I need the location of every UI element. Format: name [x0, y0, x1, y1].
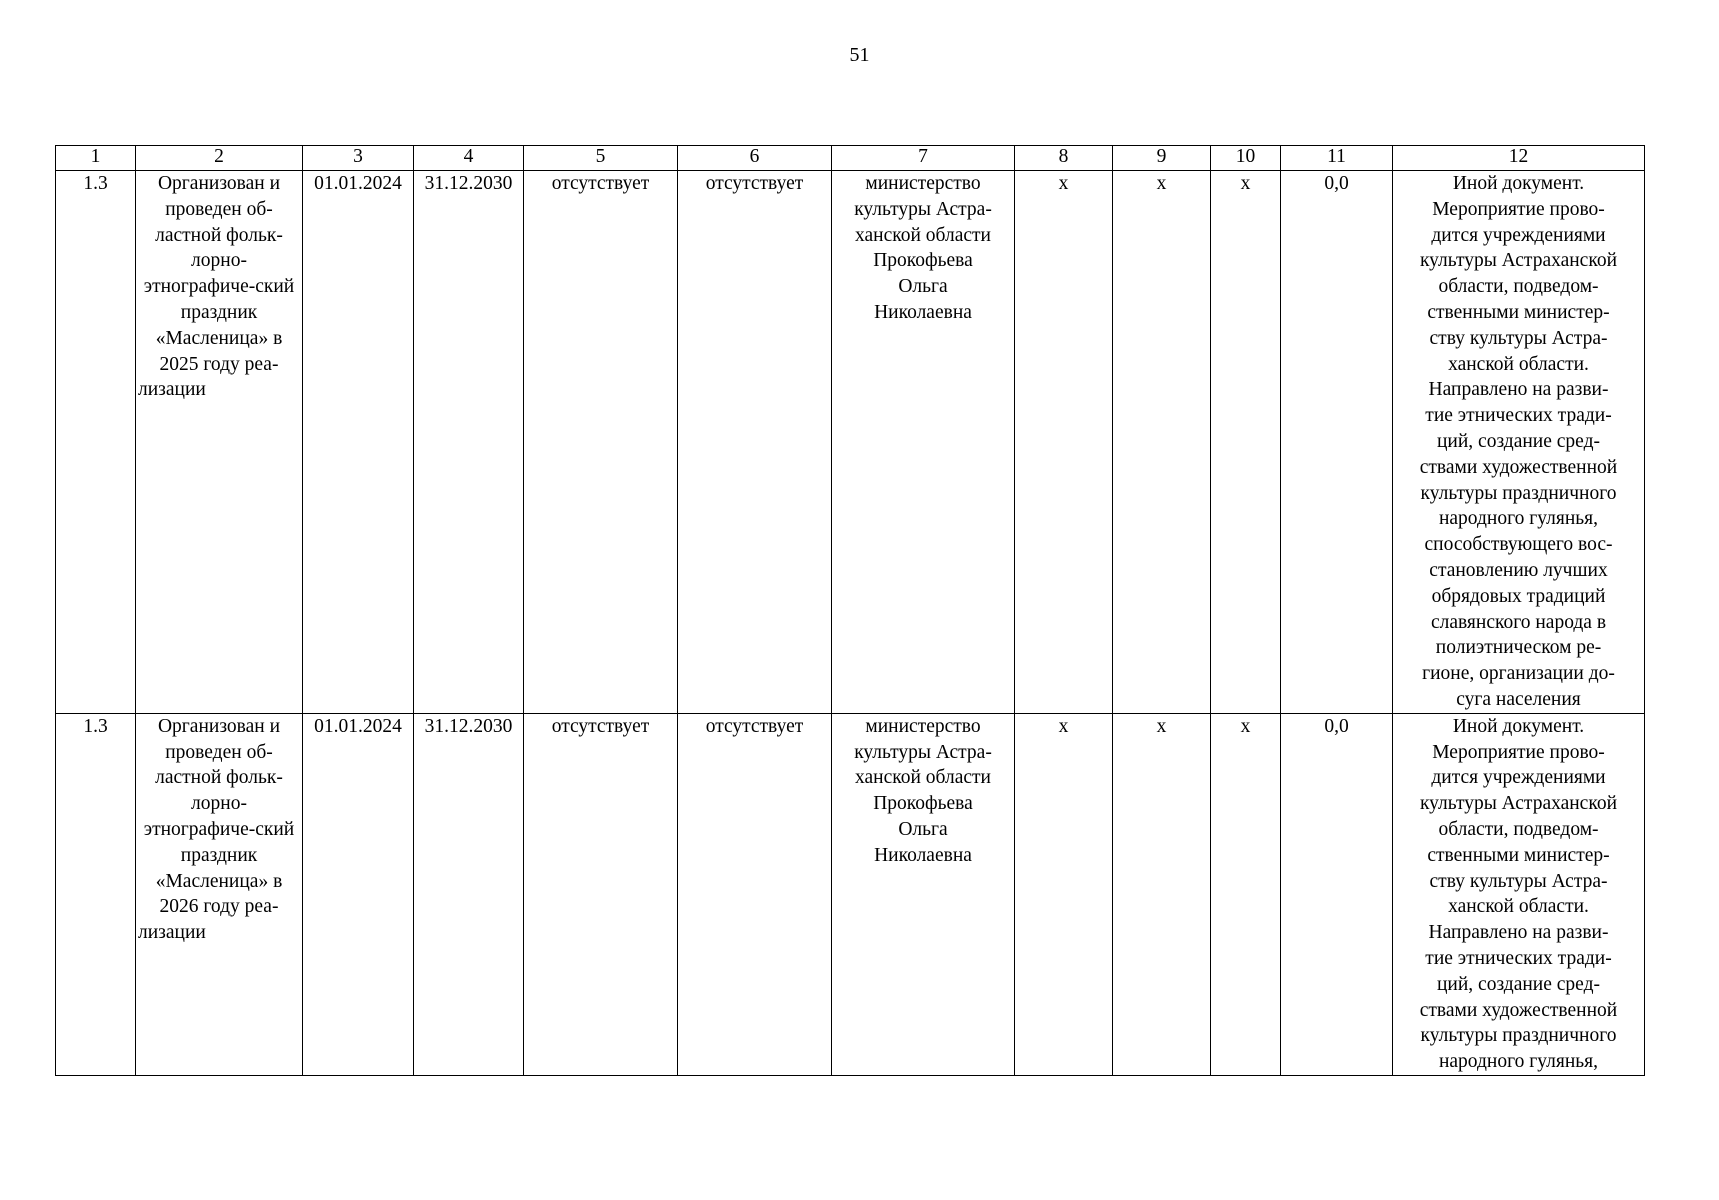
col9-value: x — [1113, 713, 1211, 1075]
start-date: 01.01.2024 — [303, 171, 414, 714]
col8-value: x — [1015, 171, 1113, 714]
col9-value: x — [1113, 171, 1211, 714]
col5-value: отсутствует — [524, 713, 678, 1075]
end-date: 31.12.2030 — [414, 713, 524, 1075]
event-name: Организован и проведен об-ластной фольк-лорно-этнографиче-ский праздник «Масленица» в 2025 году реа-лизации — [136, 171, 303, 714]
header-cell-7: 7 — [832, 146, 1015, 171]
note: Иной документ. Мероприятие прово- дится учреждениями культуры Астраханской области, подведом- ственными министер- ству культуры Астра- ханской области. Направлено на разви- тие этнических тради- ций, создание сред- ствами художественной культуры праздничного народного гулянья, способствующего вос- становлению лучших обрядовых традиций славянского народа в полиэтническом ре- гионе, организации до- суга населения — [1393, 171, 1645, 714]
header-cell-5: 5 — [524, 146, 678, 171]
header-cell-2: 2 — [136, 146, 303, 171]
page-number: 51 — [849, 44, 870, 66]
row-number: 1.3 — [56, 713, 136, 1075]
col10-value: x — [1211, 171, 1281, 714]
col6-value: отсутствует — [678, 171, 832, 714]
header-cell-6: 6 — [678, 146, 832, 171]
header-cell-1: 1 — [56, 146, 136, 171]
responsible: министерство культуры Астра- ханской области Прокофьева Ольга Николаевна — [832, 713, 1015, 1075]
col6-value: отсутствует — [678, 713, 832, 1075]
end-date: 31.12.2030 — [414, 171, 524, 714]
header-cell-11: 11 — [1281, 146, 1393, 171]
table-row — [56, 713, 1645, 1075]
header-cell-8: 8 — [1015, 146, 1113, 171]
header-cell-12: 12 — [1393, 146, 1645, 171]
header-cell-3: 3 — [303, 146, 414, 171]
header-cell-9: 9 — [1113, 146, 1211, 171]
col5-value: отсутствует — [524, 171, 678, 714]
plan-table — [55, 145, 1645, 1076]
note: Иной документ. Мероприятие прово- дится учреждениями культуры Астраханской области, подведом- ственными министер- ству культуры Астра- ханской области. Направлено на разви- тие этнических тради- ций, создание сред- ствами художественной культуры праздничного народного гулянья, — [1393, 713, 1645, 1075]
amount: 0,0 — [1281, 171, 1393, 714]
header-cell-10: 10 — [1211, 146, 1281, 171]
header-cell-4: 4 — [414, 146, 524, 171]
col10-value: x — [1211, 713, 1281, 1075]
event-name: Организован и проведен об-ластной фольк-лорно-этнографиче-ский праздник «Масленица» в 2026 году реа-лизации — [136, 713, 303, 1075]
col8-value: x — [1015, 713, 1113, 1075]
header-row — [56, 146, 1645, 171]
start-date: 01.01.2024 — [303, 713, 414, 1075]
row-number: 1.3 — [56, 171, 136, 714]
responsible: министерство культуры Астра- ханской области Прокофьева Ольга Николаевна — [832, 171, 1015, 714]
table-row — [56, 171, 1645, 714]
amount: 0,0 — [1281, 713, 1393, 1075]
